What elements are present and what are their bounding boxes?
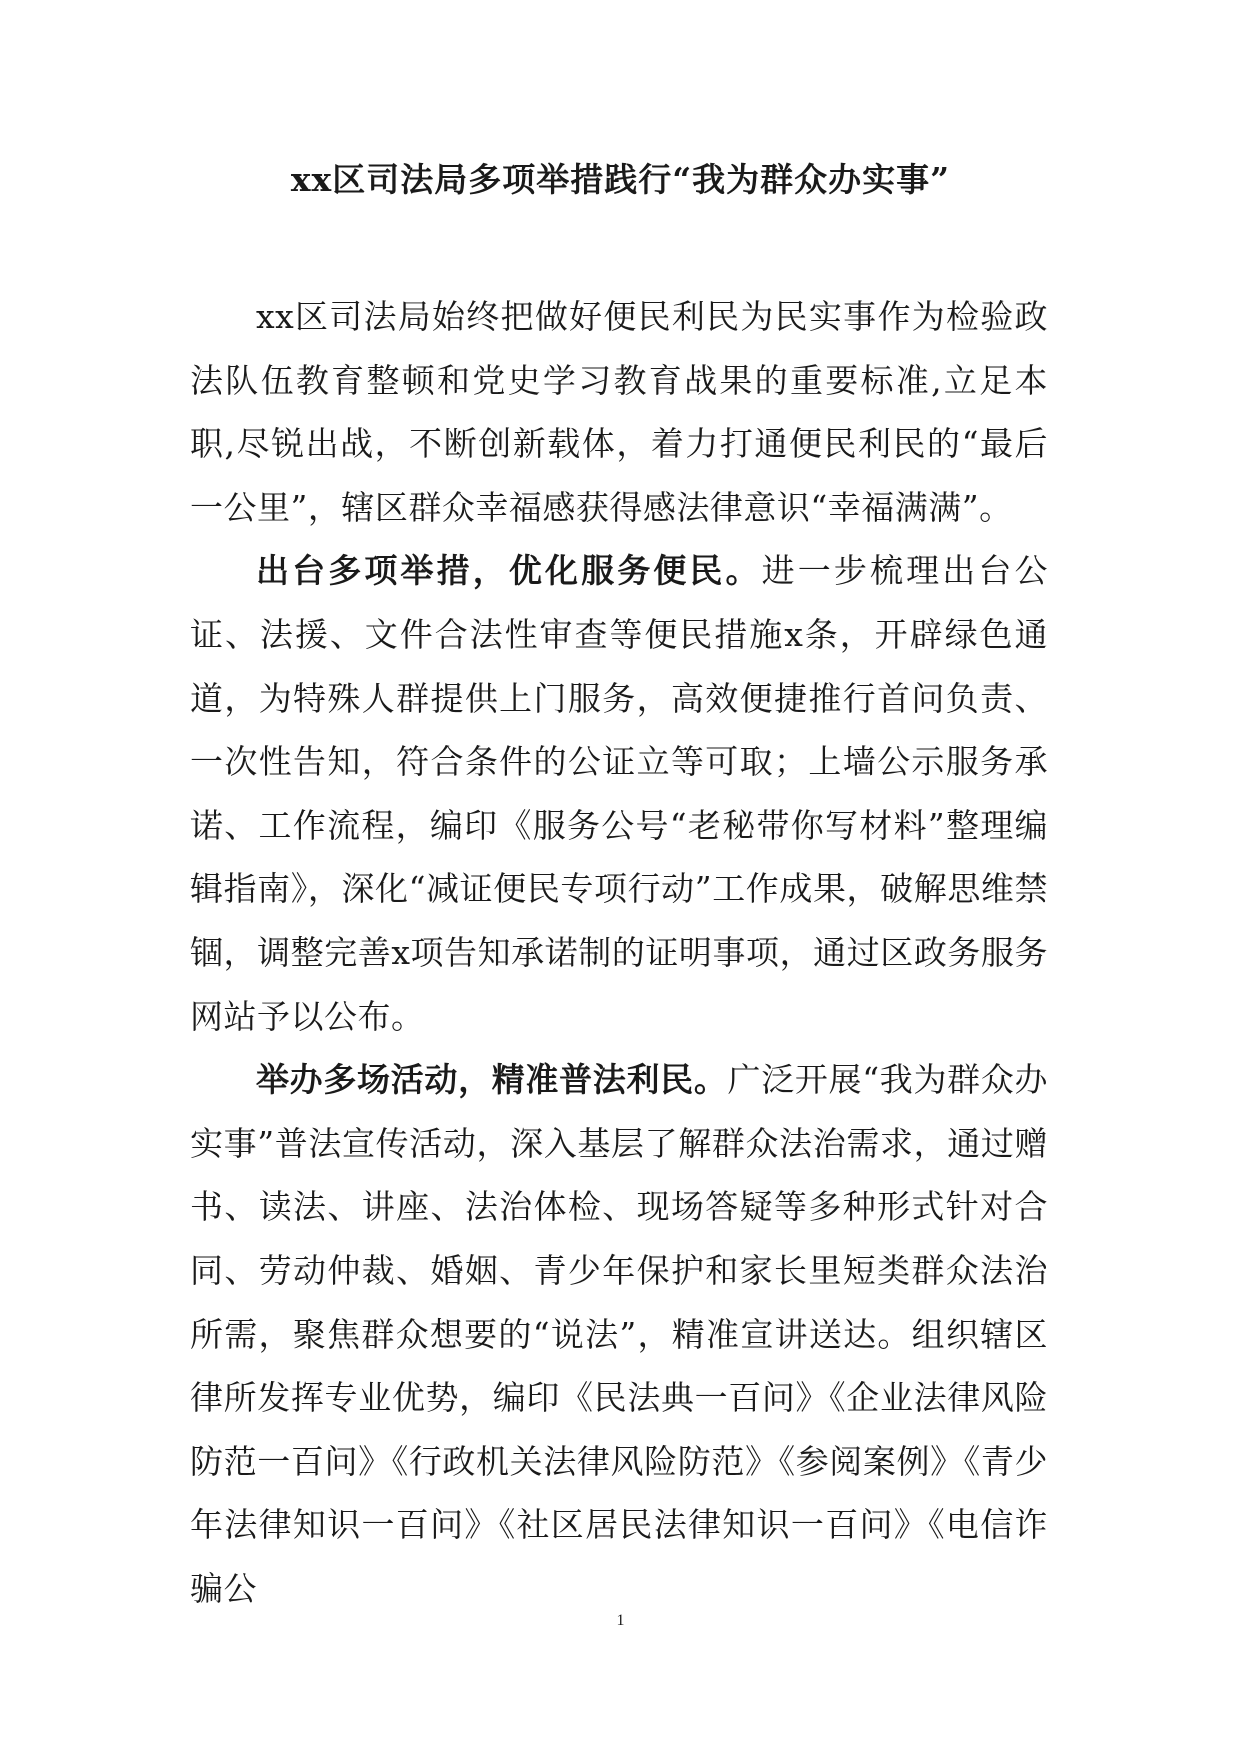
document-title: xx区司法局多项举措践行“我为群众办实事” xyxy=(290,160,951,199)
paragraph-intro-text: xx区司法局始终把做好便民利民为民实事作为检验政法队伍教育整顿和党史学习教育战果的重要标准,立足本职,尽锐出战，不断创新载体，着力打通便民利民的“最后一公里”，辖区群众幸福感获得感法律意识“幸福满满”。 xyxy=(190,297,1048,527)
paragraph-intro xyxy=(190,285,1048,539)
paragraph-activities xyxy=(190,1048,1048,1620)
paragraph-service-heading: 出台多项举措，优化服务便民。 xyxy=(256,551,762,591)
paragraph-activities-text: 广泛开展“我为群众办实事”普法宣传活动，深入基层了解群众法治需求，通过赠书、读法、讲座、法治体检、现场答疑等多种形式针对合同、劳动仲裁、婚姻、青少年保护和家长里短类群众法治所需，聚焦群众想要的“说法”，精准宣讲送达。组织辖区律所发挥专业优势，编印《民法典一百问》《企业法律风险防范一百问》《行政机关法律风险防范》《参阅案例》《青少年法律知识一百问》《社区居民法律知识一百问》《电信诈骗公 xyxy=(190,1060,1049,1608)
paragraph-service-text: 进一步梳理出台公证、法援、文件合法性审查等便民措施x条，开辟绿色通道，为特殊人群提供上门服务，高效便捷推行首问负责、一次性告知，符合条件的公证立等可取；上墙公示服务承诺、工作流程，编印《服务公号“老秘带你写材料”整理编辑指南》，深化“减证便民专项行动”工作成果，破解思维禁锢，调整完善x项告知承诺制的证明事项，通过区政务服务网站予以公布。 xyxy=(190,551,1049,1036)
paragraph-activities-heading: 举办多场活动，精准普法利民。 xyxy=(256,1060,728,1100)
paragraph-service xyxy=(190,539,1048,1048)
page-number: 1 xyxy=(616,1612,625,1629)
document-body xyxy=(190,285,1048,1620)
